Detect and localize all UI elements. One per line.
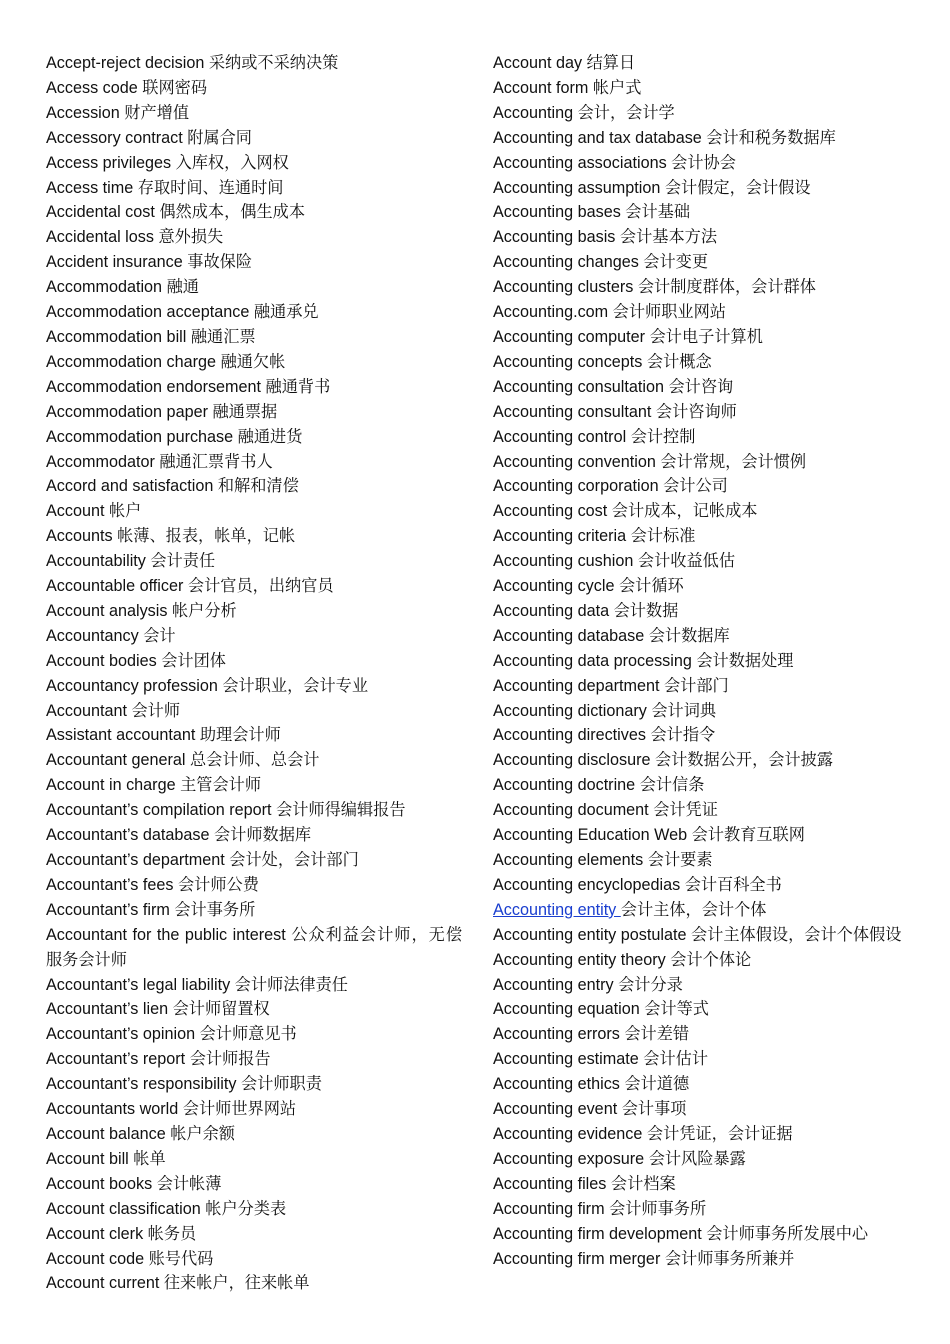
english-term: Accounting and tax database — [493, 128, 702, 147]
glossary-entry — [46, 599, 462, 624]
english-term: Accounting disclosure — [493, 751, 651, 770]
english-term: Account books — [46, 1174, 153, 1193]
english-term: Assistant accountant — [46, 726, 196, 745]
glossary-entry — [46, 1222, 462, 1247]
english-term: Accountant’s legal liability — [46, 975, 231, 994]
chinese-translation: 帐务员 — [147, 1223, 197, 1243]
chinese-translation: 会计事项 — [621, 1099, 687, 1119]
glossary-entry — [493, 599, 911, 624]
glossary-entry — [493, 400, 911, 425]
glossary-entry — [46, 1022, 462, 1047]
glossary-entry — [46, 450, 462, 475]
chinese-translation: 会计师得编辑报告 — [276, 800, 406, 820]
chinese-translation: 会计数据库 — [648, 625, 730, 645]
english-term: Accounting dictionary — [493, 701, 647, 720]
chinese-translation: 会计事务所 — [174, 899, 256, 919]
chinese-translation: 会计要素 — [647, 850, 713, 869]
english-term: Accounting entity postulate — [493, 925, 687, 944]
glossary-entry — [493, 1147, 911, 1172]
chinese-translation: 帐户余额 — [170, 1123, 235, 1143]
glossary-entry — [493, 499, 911, 524]
english-term: Accounting consultant — [493, 402, 652, 421]
chinese-translation: 融通承兑 — [253, 302, 319, 322]
english-term: Accounting evidence — [493, 1124, 643, 1143]
chinese-translation: 会计师报告 — [189, 1049, 271, 1069]
chinese-translation: 会计凭证 — [653, 800, 718, 820]
english-term: Accept-reject decision — [46, 54, 205, 72]
english-term: Accountant for the public interest — [46, 925, 286, 944]
glossary-entry — [493, 1122, 911, 1147]
glossary-entry — [46, 474, 462, 499]
chinese-translation: 会计处，会计部门 — [229, 850, 359, 869]
glossary-entry — [46, 76, 462, 101]
glossary-entry — [46, 549, 462, 574]
chinese-translation: 往来帐户，往来帐单 — [163, 1273, 310, 1293]
chinese-translation: 融通进货 — [237, 426, 303, 446]
english-term: Accounting firm — [493, 1199, 605, 1218]
english-term: Accommodation purchase — [46, 427, 234, 446]
english-term: Accounting data — [493, 601, 610, 620]
english-term: Accountant’s lien — [46, 1000, 169, 1019]
english-term: Accounting.com — [493, 303, 609, 322]
chinese-translation: 会计假定，会计假设 — [664, 177, 811, 197]
glossary-entry — [493, 823, 911, 848]
glossary-entry — [493, 101, 911, 126]
glossary-entry — [493, 1197, 911, 1222]
chinese-translation: 会计师留置权 — [172, 999, 270, 1019]
english-term: Accounting errors — [493, 1025, 620, 1044]
english-term: Account day — [493, 54, 583, 72]
chinese-translation: 会计师意见书 — [199, 1024, 297, 1044]
chinese-translation: 会计电子计算机 — [649, 326, 763, 346]
chinese-translation: 融通背书 — [265, 376, 331, 396]
english-term: Accounting equation — [493, 1000, 640, 1019]
chinese-translation: 会计师公费 — [177, 874, 259, 894]
glossary-entry — [46, 1147, 462, 1172]
english-term: Accounting estimate — [493, 1050, 639, 1069]
glossary-entry — [46, 350, 462, 375]
english-term: Accounting consultation — [493, 377, 664, 396]
chinese-translation: 会计指令 — [650, 725, 716, 745]
english-term: Account form — [493, 78, 589, 97]
chinese-translation: 存取时间、连通时间 — [137, 177, 284, 197]
glossary-entry — [46, 151, 462, 176]
chinese-translation: 总会计师、总会计 — [190, 750, 320, 770]
glossary-entry — [46, 674, 462, 699]
glossary-entry — [493, 450, 911, 475]
glossary-entry — [493, 225, 911, 250]
term-link[interactable]: Accounting entity — [493, 900, 621, 919]
glossary-entry — [493, 1047, 911, 1072]
chinese-translation: 入库权，入网权 — [175, 152, 289, 172]
english-term: Account analysis — [46, 601, 168, 620]
chinese-translation: 和解和清偿 — [217, 476, 299, 496]
glossary-entry — [46, 375, 462, 400]
english-term: Accounting department — [493, 676, 660, 695]
english-term: Accounting concepts — [493, 352, 643, 371]
english-term: Accounting ethics — [493, 1075, 620, 1094]
glossary-entry — [46, 649, 462, 674]
glossary-entry — [46, 1197, 462, 1222]
chinese-translation: 结算日 — [586, 53, 636, 72]
glossary-entry — [493, 574, 911, 599]
chinese-translation: 会计职业，会计专业 — [222, 675, 369, 695]
english-term: Accounting directives — [493, 726, 646, 745]
english-term: Accountant’s database — [46, 826, 210, 845]
glossary-entry — [493, 275, 911, 300]
chinese-translation: 会计标准 — [630, 526, 696, 546]
english-term: Accommodation acceptance — [46, 303, 250, 322]
chinese-translation: 帐户式 — [592, 77, 642, 97]
english-term: Accountants world — [46, 1100, 179, 1119]
english-term: Accounting encyclopedias — [493, 875, 681, 894]
english-term: Accident insurance — [46, 253, 183, 272]
chinese-translation: 会计常规，会计惯例 — [660, 451, 807, 471]
glossary-entry — [46, 773, 462, 798]
chinese-translation: 会计百科全书 — [684, 874, 782, 894]
chinese-translation: 会计团体 — [161, 650, 226, 670]
glossary-entry — [493, 748, 911, 773]
glossary-entry — [46, 1247, 462, 1272]
glossary-entry — [493, 524, 911, 549]
glossary-entry — [493, 798, 911, 823]
english-term: Accountable officer — [46, 577, 184, 596]
chinese-translation: 会计责任 — [150, 551, 216, 571]
english-term: Accommodator — [46, 452, 155, 471]
english-term: Account current — [46, 1274, 160, 1293]
glossary-entry — [46, 823, 462, 848]
chinese-translation: 事故保险 — [187, 252, 253, 272]
glossary-entry — [46, 101, 462, 126]
chinese-translation: 会计师事务所 — [609, 1198, 707, 1218]
english-term: Accommodation charge — [46, 352, 217, 371]
english-term: Accountant’s department — [46, 851, 225, 869]
english-term: Accounting data processing — [493, 651, 692, 670]
chinese-translation: 会计档案 — [610, 1173, 676, 1193]
chinese-translation: 会计数据处理 — [696, 650, 794, 670]
chinese-translation: 融通 — [166, 277, 199, 297]
chinese-translation: 帐薄、报表，帐单，记帐 — [117, 526, 296, 546]
chinese-translation: 财产增值 — [124, 102, 190, 122]
chinese-translation: 会计数据公开，会计披露 — [654, 750, 834, 770]
chinese-translation: 会计循环 — [618, 576, 684, 596]
glossary-entry — [46, 250, 462, 275]
english-term: Accounting event — [493, 1100, 618, 1119]
chinese-translation: 会计凭证，会计证据 — [646, 1123, 793, 1143]
chinese-translation: 会计，会计学 — [577, 102, 675, 122]
english-term: Accounting changes — [493, 253, 639, 272]
glossary-entry — [46, 574, 462, 599]
english-term: Accounting firm development — [493, 1224, 702, 1243]
english-term: Accountant’s report — [46, 1050, 186, 1069]
glossary-entry — [493, 51, 911, 76]
english-term: Accounting bases — [493, 203, 621, 222]
glossary-entry — [493, 350, 911, 375]
chinese-translation: 会计收益低估 — [637, 551, 736, 571]
glossary-entry — [46, 200, 462, 225]
english-term: Accounting convention — [493, 452, 656, 471]
chinese-translation: 联网密码 — [142, 77, 208, 97]
chinese-translation: 偶然成本，偶生成本 — [159, 202, 306, 222]
chinese-translation: 会计协会 — [671, 152, 736, 172]
english-term: Accountant’s fees — [46, 875, 174, 894]
glossary-entry — [46, 126, 462, 151]
english-term: Accounting associations — [493, 153, 667, 172]
glossary-entry — [493, 151, 911, 176]
chinese-translation: 会计词典 — [651, 700, 717, 720]
chinese-translation: 会计 — [143, 625, 176, 645]
glossary-entry — [46, 1122, 462, 1147]
glossary-entry — [46, 848, 462, 873]
english-term: Accommodation endorsement — [46, 377, 262, 396]
chinese-translation: 会计咨询师 — [655, 401, 737, 421]
chinese-translation: 会计师法律责任 — [234, 974, 348, 994]
glossary-entry — [46, 176, 462, 201]
english-term: Accounting doctrine — [493, 776, 636, 795]
chinese-translation: 会计咨询 — [668, 376, 734, 396]
chinese-translation: 会计官员，出纳官员 — [187, 576, 334, 596]
glossary-entry — [46, 51, 462, 76]
english-term: Accountancy — [46, 626, 139, 645]
english-term: Accounting corporation — [493, 477, 659, 496]
chinese-translation: 采纳或不采纳决策 — [208, 53, 339, 72]
english-term: Accounting exposure — [493, 1149, 645, 1168]
english-term: Accounting cycle — [493, 577, 615, 596]
english-term: Accidental loss — [46, 228, 154, 247]
chinese-translation: 会计主体，会计个体 — [620, 899, 767, 919]
chinese-translation: 会计公司 — [663, 476, 728, 496]
english-term: Accord and satisfaction — [46, 477, 214, 496]
glossary-entry — [493, 923, 911, 948]
glossary-entry — [46, 499, 462, 524]
glossary-entry — [493, 1247, 911, 1272]
glossary-entry — [493, 674, 911, 699]
glossary-entry — [493, 325, 911, 350]
glossary-entry — [493, 200, 911, 225]
english-term: Access code — [46, 78, 138, 97]
english-term: Accounting elements — [493, 851, 644, 869]
chinese-translation: 会计师 — [131, 700, 181, 720]
chinese-translation: 公众利益会计师，无偿服务会计师 — [46, 924, 463, 969]
glossary-entry — [493, 1072, 911, 1097]
chinese-translation: 会计道德 — [624, 1074, 690, 1094]
chinese-translation: 会计分录 — [618, 974, 683, 994]
chinese-translation: 主管会计师 — [180, 775, 262, 795]
english-term: Accounting files — [493, 1174, 607, 1193]
glossary-entry — [46, 898, 462, 923]
chinese-translation: 会计等式 — [644, 999, 709, 1019]
english-term: Access time — [46, 178, 134, 197]
english-term: Accounts — [46, 527, 113, 546]
glossary-entry — [46, 300, 462, 325]
chinese-translation: 会计师职责 — [240, 1074, 322, 1094]
glossary-entry — [493, 699, 911, 724]
chinese-translation: 会计师事务所发展中心 — [706, 1223, 869, 1243]
glossary-entry — [46, 624, 462, 649]
chinese-translation: 会计主体假设，会计个体假设 — [690, 924, 902, 944]
glossary-entry — [493, 723, 911, 748]
glossary-entry — [493, 1222, 911, 1247]
glossary-entry — [493, 549, 911, 574]
glossary-entry — [46, 524, 462, 549]
english-term: Accounting criteria — [493, 527, 627, 546]
glossary-entry — [493, 126, 911, 151]
glossary-entry — [46, 1072, 462, 1097]
english-term: Account balance — [46, 1124, 166, 1143]
chinese-translation: 会计教育互联网 — [691, 825, 805, 845]
chinese-translation: 帐单 — [133, 1148, 166, 1168]
english-term: Accounting computer — [493, 327, 646, 346]
english-term: Accessory contract — [46, 128, 183, 147]
chinese-translation: 帐户 — [109, 501, 142, 521]
left-column — [46, 51, 462, 1296]
chinese-translation: 会计和税务数据库 — [706, 127, 836, 147]
english-term: Accountant’s compilation report — [46, 801, 272, 820]
glossary-entry — [46, 973, 462, 998]
english-term: Accounting control — [493, 427, 627, 446]
glossary-entry — [493, 176, 911, 201]
glossary-entry — [46, 225, 462, 250]
chinese-translation: 会计成本，记帐成本 — [611, 501, 758, 521]
english-term: Accounting cost — [493, 502, 608, 521]
english-term: Accommodation bill — [46, 327, 187, 346]
glossary-entry — [46, 798, 462, 823]
chinese-translation: 融通票据 — [212, 401, 278, 421]
glossary-entry — [493, 425, 911, 450]
glossary-entry — [46, 325, 462, 350]
glossary-entry — [493, 1022, 911, 1047]
english-term: Accountant — [46, 701, 127, 720]
glossary-entry — [493, 1097, 911, 1122]
english-term: Accounting — [493, 103, 574, 122]
chinese-translation: 融通汇票 — [190, 326, 256, 346]
chinese-translation: 会计部门 — [663, 675, 729, 695]
glossary-entry — [493, 773, 911, 798]
english-term: Accounting basis — [493, 228, 616, 247]
english-term: Accountant general — [46, 751, 186, 770]
glossary-entry — [46, 275, 462, 300]
english-term: Accounting cushion — [493, 552, 634, 571]
chinese-translation: 会计师数据库 — [214, 825, 312, 845]
glossary-entry — [493, 375, 911, 400]
chinese-translation: 融通汇票背书人 — [159, 451, 273, 471]
chinese-translation: 会计个体论 — [670, 949, 752, 969]
glossary-entry — [493, 474, 911, 499]
chinese-translation: 会计师职业网站 — [612, 302, 726, 322]
chinese-translation: 会计变更 — [643, 252, 709, 272]
chinese-translation: 会计风险暴露 — [648, 1148, 746, 1168]
english-term: Accounting entity theory — [493, 950, 666, 969]
glossary-entry — [493, 250, 911, 275]
chinese-translation: 帐户分类表 — [205, 1198, 287, 1218]
glossary-entry — [493, 300, 911, 325]
glossary-entry — [46, 425, 462, 450]
english-term: Account bodies — [46, 651, 157, 670]
chinese-translation: 会计帐薄 — [156, 1173, 222, 1193]
glossary-entry — [46, 1047, 462, 1072]
chinese-translation: 助理会计师 — [199, 725, 281, 745]
glossary-entry — [46, 1172, 462, 1197]
english-term: Accountability — [46, 552, 146, 571]
english-term: Accession — [46, 103, 120, 122]
english-term: Account bill — [46, 1149, 129, 1168]
english-term: Accounting firm merger — [493, 1249, 661, 1268]
english-term: Accounting database — [493, 626, 645, 645]
english-term: Account code — [46, 1249, 145, 1268]
glossary-entry — [493, 873, 911, 898]
chinese-translation: 会计差错 — [624, 1024, 690, 1044]
english-term: Accounting clusters — [493, 278, 634, 297]
glossary-entry — [46, 923, 462, 973]
chinese-translation: 融通欠帐 — [220, 351, 286, 371]
english-term: Access privileges — [46, 153, 172, 172]
english-term: Accounting entry — [493, 975, 614, 994]
chinese-translation: 会计师世界网站 — [182, 1099, 297, 1119]
chinese-translation: 帐户分析 — [171, 600, 237, 620]
english-term: Accounting assumption — [493, 178, 661, 197]
glossary-entry — [46, 873, 462, 898]
english-term: Account classification — [46, 1199, 201, 1218]
english-term: Accountant’s responsibility — [46, 1075, 237, 1094]
glossary-entry — [46, 1097, 462, 1122]
chinese-translation: 会计概念 — [646, 351, 712, 371]
glossary-entry — [46, 723, 462, 748]
glossary-entry — [46, 1271, 462, 1296]
chinese-translation: 会计师事务所兼并 — [664, 1248, 795, 1268]
glossary-entry — [493, 624, 911, 649]
glossary-entry — [493, 997, 911, 1022]
english-term: Account — [46, 502, 105, 521]
chinese-translation: 账号代码 — [148, 1248, 214, 1268]
chinese-translation: 会计基本方法 — [619, 227, 718, 247]
glossary-entry — [493, 1172, 911, 1197]
glossary-entry — [46, 748, 462, 773]
glossary-entry — [493, 848, 911, 873]
glossary-entry — [493, 898, 911, 923]
right-column — [493, 51, 911, 1271]
english-term: Account clerk — [46, 1224, 144, 1243]
glossary-entry — [493, 973, 911, 998]
chinese-translation: 会计估计 — [643, 1049, 709, 1069]
chinese-translation: 会计制度群体，会计群体 — [637, 277, 816, 297]
chinese-translation: 会计基础 — [625, 202, 691, 222]
glossary-entry — [46, 997, 462, 1022]
chinese-translation: 意外损失 — [158, 227, 224, 247]
english-term: Accountancy profession — [46, 676, 218, 695]
chinese-translation: 会计信条 — [639, 775, 705, 795]
chinese-translation: 附属合同 — [187, 127, 252, 147]
chinese-translation: 会计数据 — [613, 600, 679, 620]
english-term: Account in charge — [46, 776, 176, 795]
chinese-translation: 会计控制 — [630, 426, 696, 446]
glossary-entry — [46, 699, 462, 724]
glossary-entry — [493, 948, 911, 973]
glossary-entry — [493, 649, 911, 674]
glossary-entry — [493, 76, 911, 101]
english-term: Accommodation — [46, 278, 163, 297]
english-term: Accounting document — [493, 801, 649, 820]
english-term: Accommodation paper — [46, 402, 208, 421]
english-term: Accountant’s opinion — [46, 1025, 196, 1044]
english-term: Accounting Education Web — [493, 826, 688, 845]
english-term: Accountant’s firm — [46, 900, 170, 919]
english-term: Accidental cost — [46, 203, 155, 222]
glossary-entry — [46, 400, 462, 425]
